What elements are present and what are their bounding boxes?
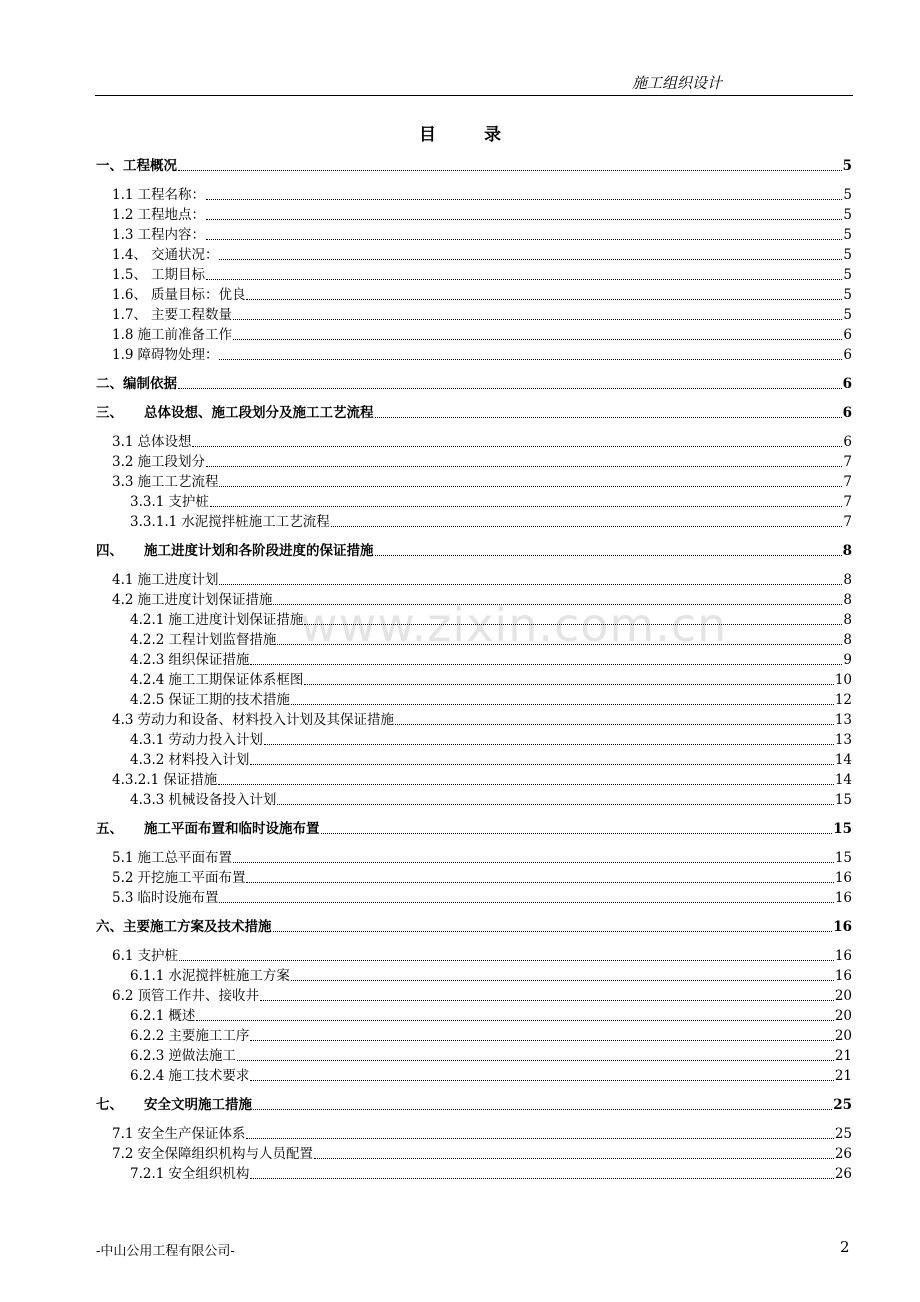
toc-entry-page: 5 bbox=[843, 247, 852, 263]
toc-entry-title: 主要施工工序 bbox=[168, 1028, 250, 1044]
toc-dot-leader bbox=[375, 417, 842, 418]
toc-dot-leader bbox=[264, 744, 834, 745]
toc-entry[interactable] bbox=[112, 346, 852, 364]
toc-entry-number: 7.2.1 bbox=[130, 1166, 165, 1182]
toc-dot-leader bbox=[196, 1020, 833, 1021]
toc-entry-page: 26 bbox=[834, 1146, 852, 1162]
toc-entry[interactable] bbox=[130, 631, 852, 649]
toc-entry-title: 质量目标：优良 bbox=[150, 287, 246, 303]
toc-entry[interactable] bbox=[130, 731, 852, 749]
toc-entry-title: 工程名称： bbox=[137, 187, 205, 203]
toc-dot-leader bbox=[219, 584, 842, 585]
toc-entry-page: 5 bbox=[843, 287, 852, 303]
toc-entry-number: 五、 bbox=[96, 821, 123, 837]
toc-entry-title: 劳动力和设备、材料投入计划及其保证措施 bbox=[137, 712, 394, 728]
toc-entry-number: 1.7、 bbox=[112, 307, 147, 323]
toc-entry-page: 6 bbox=[843, 347, 852, 363]
toc-dot-leader bbox=[219, 902, 833, 903]
toc-entry-number: 6.2.4 bbox=[130, 1068, 165, 1084]
toc-dot-leader bbox=[277, 644, 842, 645]
toc-entry-title: 安全组织机构 bbox=[168, 1166, 250, 1182]
toc-dot-leader bbox=[291, 704, 834, 705]
toc-entry-number: 5.3 bbox=[112, 890, 134, 906]
toc-entry-page: 20 bbox=[834, 1028, 852, 1044]
toc-entry-title: 支护桩 bbox=[168, 494, 209, 510]
toc-dot-leader bbox=[179, 960, 834, 961]
toc-entry[interactable] bbox=[130, 1047, 852, 1065]
toc-entry[interactable] bbox=[96, 157, 852, 175]
toc-entry[interactable] bbox=[130, 671, 852, 689]
toc-entry-number: 4.2 bbox=[112, 592, 134, 608]
toc-entry-title: 开挖施工平面布置 bbox=[137, 870, 246, 886]
toc-dot-leader bbox=[273, 604, 842, 605]
toc-entry[interactable] bbox=[112, 206, 852, 224]
toc-entry-number: 1.9 bbox=[112, 347, 134, 363]
footer-company: -中山公用工程有限公司- bbox=[96, 1244, 235, 1259]
toc-entry[interactable] bbox=[112, 889, 852, 907]
toc-entry[interactable] bbox=[130, 1007, 852, 1025]
toc-entry[interactable] bbox=[112, 186, 852, 204]
toc-entry-number: 6.2.3 bbox=[130, 1048, 165, 1064]
toc-dot-leader bbox=[250, 764, 833, 765]
toc-entry-number: 3.3.1.1 bbox=[130, 514, 178, 530]
toc-entry-page: 16 bbox=[834, 948, 852, 964]
toc-entry-title: 施工工期保证体系框图 bbox=[168, 672, 304, 688]
toc-entry-page: 15 bbox=[834, 850, 852, 866]
toc-entry[interactable] bbox=[96, 1096, 852, 1114]
toc-entry-page: 16 bbox=[834, 870, 852, 886]
toc-entry[interactable] bbox=[112, 433, 852, 451]
toc-entry-number: 4.2.1 bbox=[130, 612, 165, 628]
toc-entry-page: 5 bbox=[842, 158, 852, 174]
toc-dot-leader bbox=[219, 486, 842, 487]
toc-dot-leader bbox=[304, 684, 833, 685]
toc-entry-number: 5.1 bbox=[112, 850, 134, 866]
toc-entry[interactable] bbox=[130, 1027, 852, 1045]
toc-entry-number: 5.2 bbox=[112, 870, 134, 886]
toc-entry-title: 工期目标 bbox=[150, 267, 205, 283]
toc-entry-number: 1.1 bbox=[112, 187, 134, 203]
toc-entry-page: 8 bbox=[843, 592, 852, 608]
toc-entry-number: 1.4、 bbox=[112, 247, 147, 263]
toc-entry-page: 15 bbox=[834, 792, 852, 808]
toc-entry[interactable] bbox=[112, 246, 852, 264]
toc-entry-number: 1.5、 bbox=[112, 267, 147, 283]
toc-entry-number: 4.3.2 bbox=[130, 752, 165, 768]
toc-entry-page: 25 bbox=[833, 1097, 852, 1113]
toc-entry[interactable] bbox=[112, 591, 852, 609]
toc-entry-number: 1.2 bbox=[112, 207, 134, 223]
toc-entry-number: 6.2.1 bbox=[130, 1008, 165, 1024]
toc-entry[interactable] bbox=[112, 711, 852, 729]
toc-entry-title: 交通状况： bbox=[150, 247, 219, 263]
toc-entry-page: 13 bbox=[834, 732, 852, 748]
toc-entry-title: 施工平面布置和临时设施布置 bbox=[144, 821, 320, 837]
toc-dot-leader bbox=[233, 319, 842, 320]
toc-entry[interactable] bbox=[112, 306, 852, 324]
toc-entry-title: 工程地点： bbox=[137, 207, 205, 223]
toc-entry-number: 1.3 bbox=[112, 227, 134, 243]
toc-entry-number: 3.2 bbox=[112, 454, 134, 470]
toc-entry-title: 施工工艺流程 bbox=[137, 474, 219, 490]
toc-entry[interactable] bbox=[112, 771, 852, 789]
toc-entry[interactable] bbox=[130, 513, 852, 531]
toc-entry-number: 3.1 bbox=[112, 434, 134, 450]
toc-entry-page: 5 bbox=[843, 267, 852, 283]
toc-entry[interactable] bbox=[96, 404, 852, 422]
toc-entry-number: 1.8 bbox=[112, 327, 134, 343]
toc-entry-title: 障碍物处理： bbox=[137, 347, 219, 363]
toc-entry[interactable] bbox=[112, 1125, 852, 1143]
toc-entry[interactable] bbox=[96, 375, 852, 393]
toc-entry-title: 劳动力投入计划 bbox=[168, 732, 263, 748]
toc-dot-leader bbox=[206, 219, 842, 220]
toc-dot-leader bbox=[321, 833, 833, 834]
toc-entry[interactable] bbox=[96, 820, 852, 838]
toc-entry-page: 8 bbox=[843, 632, 852, 648]
toc-entry-title: 保证措施 bbox=[163, 772, 218, 788]
toc-entry-number: 4.3.2.1 bbox=[112, 772, 160, 788]
toc-entry-number: 6.1 bbox=[112, 948, 134, 964]
toc-entry-page: 7 bbox=[843, 514, 852, 530]
toc-dot-leader bbox=[206, 199, 842, 200]
toc-entry-title: 组织保证措施 bbox=[168, 652, 250, 668]
toc-dot-leader bbox=[206, 279, 842, 280]
toc-dot-leader bbox=[253, 1109, 832, 1110]
toc-entry[interactable] bbox=[112, 849, 852, 867]
toc-entry-page: 20 bbox=[834, 988, 852, 1004]
toc-entry-title: 总体设想、施工段划分及施工工艺流程 bbox=[144, 405, 374, 421]
toc-entry[interactable] bbox=[112, 1145, 852, 1163]
toc-entry-number: 4.3 bbox=[112, 712, 134, 728]
toc-dot-leader bbox=[273, 931, 833, 932]
toc-entry[interactable] bbox=[112, 226, 852, 244]
toc-dot-leader bbox=[260, 1000, 834, 1001]
footer-page-number: 2 bbox=[840, 1238, 850, 1256]
toc-entry-page: 7 bbox=[843, 494, 852, 510]
toc-entry-number: 4.2.2 bbox=[130, 632, 165, 648]
toc-entry-number: 4.2.4 bbox=[130, 672, 165, 688]
toc-dot-leader bbox=[219, 359, 842, 360]
toc-entry-number: 4.2.5 bbox=[130, 692, 165, 708]
toc-entry-title: 主要施工方案及技术措施 bbox=[123, 919, 272, 935]
toc-entry-number: 3.3.1 bbox=[130, 494, 165, 510]
toc-entry[interactable] bbox=[130, 691, 852, 709]
toc-entry-number: 一、 bbox=[96, 158, 123, 174]
toc-entry-title: 施工段划分 bbox=[137, 454, 205, 470]
toc-entry-title: 施工进度计划保证措施 bbox=[168, 612, 304, 628]
toc-entry-page: 26 bbox=[834, 1166, 852, 1182]
toc-entry-number: 4.1 bbox=[112, 572, 134, 588]
toc-dot-leader bbox=[218, 784, 834, 785]
toc-entry[interactable] bbox=[112, 453, 852, 471]
toc-entry[interactable] bbox=[130, 493, 852, 511]
toc-entry-title: 工程计划监督措施 bbox=[168, 632, 277, 648]
toc-entry[interactable] bbox=[96, 542, 852, 560]
toc-entry-title: 水泥搅拌桩施工工艺流程 bbox=[181, 514, 330, 530]
toc-entry-page: 12 bbox=[834, 692, 852, 708]
toc-entry-title: 施工进度计划保证措施 bbox=[137, 592, 273, 608]
toc-dot-leader bbox=[246, 1138, 833, 1139]
toc-entry-title: 编制依据 bbox=[123, 376, 177, 392]
toc-entry-title: 工程内容： bbox=[137, 227, 205, 243]
toc-entry-page: 5 bbox=[843, 227, 852, 243]
toc-entry[interactable] bbox=[130, 751, 852, 769]
toc-entry-title: 工程概况 bbox=[123, 158, 177, 174]
toc-entry-page: 13 bbox=[834, 712, 852, 728]
toc-entry-number: 6.2 bbox=[112, 988, 134, 1004]
toc-entry-page: 8 bbox=[842, 543, 852, 559]
toc-entry-page: 7 bbox=[843, 474, 852, 490]
toc-dot-leader bbox=[250, 664, 842, 665]
toc-entry-page: 16 bbox=[833, 919, 852, 935]
toc-entry-title: 施工总平面布置 bbox=[137, 850, 232, 866]
toc-entry-page: 5 bbox=[843, 207, 852, 223]
toc-entry[interactable] bbox=[112, 869, 852, 887]
toc-dot-leader bbox=[233, 339, 842, 340]
toc-entry-title: 材料投入计划 bbox=[168, 752, 250, 768]
toc-entry-number: 4.3.1 bbox=[130, 732, 165, 748]
toc-dot-leader bbox=[206, 466, 842, 467]
toc-entry[interactable] bbox=[130, 1067, 852, 1085]
toc-dot-leader bbox=[210, 506, 843, 507]
toc-dot-leader bbox=[250, 1178, 833, 1179]
toc-entry-page: 8 bbox=[843, 572, 852, 588]
toc-dot-leader bbox=[314, 1158, 834, 1159]
toc-entry-page: 6 bbox=[843, 327, 852, 343]
toc-entry[interactable] bbox=[130, 611, 852, 629]
toc-dot-leader bbox=[178, 388, 842, 389]
toc-entry[interactable] bbox=[112, 473, 852, 491]
toc-dot-leader bbox=[395, 724, 834, 725]
toc-entry-title: 概述 bbox=[168, 1008, 196, 1024]
toc-entry[interactable] bbox=[96, 918, 852, 936]
toc-entry[interactable] bbox=[112, 326, 852, 344]
toc-entry-page: 6 bbox=[843, 434, 852, 450]
toc-dot-leader bbox=[246, 882, 833, 883]
toc-entry-page: 21 bbox=[834, 1048, 852, 1064]
toc-entry-page: 6 bbox=[842, 405, 852, 421]
toc-entry-number: 六、 bbox=[96, 919, 123, 935]
toc-entry-page: 21 bbox=[834, 1068, 852, 1084]
toc-entry-title: 施工进度计划和各阶段进度的保证措施 bbox=[144, 543, 374, 559]
toc-dot-leader bbox=[246, 299, 842, 300]
toc-entry-number: 7.2 bbox=[112, 1146, 134, 1162]
toc-dot-leader bbox=[304, 624, 842, 625]
toc-dot-leader bbox=[277, 804, 833, 805]
toc-entry-number: 6.1.1 bbox=[130, 968, 165, 984]
toc-entry-page: 16 bbox=[834, 968, 852, 984]
toc-entry-title: 主要工程数量 bbox=[150, 307, 232, 323]
toc-entry[interactable] bbox=[112, 947, 852, 965]
toc-entry[interactable] bbox=[130, 791, 852, 809]
toc-entry-title: 安全生产保证体系 bbox=[137, 1126, 246, 1142]
toc-heading: 目录 bbox=[419, 125, 549, 145]
toc-dot-leader bbox=[250, 1040, 833, 1041]
toc-entry-number: 1.6、 bbox=[112, 287, 147, 303]
toc-dot-leader bbox=[206, 239, 842, 240]
toc-entry[interactable] bbox=[130, 967, 852, 985]
toc-dot-leader bbox=[178, 170, 842, 171]
toc-entry-page: 16 bbox=[834, 890, 852, 906]
toc-dot-leader bbox=[219, 259, 842, 260]
toc-entry-number: 二、 bbox=[96, 376, 123, 392]
toc-entry-page: 6 bbox=[842, 376, 852, 392]
toc-dot-leader bbox=[192, 446, 842, 447]
toc-dot-leader bbox=[233, 862, 834, 863]
toc-entry-title: 保证工期的技术措施 bbox=[168, 692, 290, 708]
toc-entry-page: 14 bbox=[834, 752, 852, 768]
toc-entry[interactable] bbox=[112, 286, 852, 304]
toc-entry-number: 3.3 bbox=[112, 474, 134, 490]
toc-entry-title: 安全保障组织机构与人员配置 bbox=[137, 1146, 313, 1162]
toc-entry-title: 施工技术要求 bbox=[168, 1068, 250, 1084]
toc-entry-title: 支护桩 bbox=[137, 948, 178, 964]
toc-entry-title: 水泥搅拌桩施工方案 bbox=[168, 968, 290, 984]
toc-dot-leader bbox=[237, 1060, 834, 1061]
toc-entry-title: 施工进度计划 bbox=[137, 572, 219, 588]
toc-entry-page: 14 bbox=[834, 772, 852, 788]
toc-dot-leader bbox=[250, 1080, 833, 1081]
toc-entry-page: 10 bbox=[834, 672, 852, 688]
toc-entry-number: 三、 bbox=[96, 405, 123, 421]
header-title: 施工组织设计 bbox=[632, 74, 723, 92]
watermark: www.zixin.com.cn bbox=[300, 598, 728, 652]
toc-entry-number: 4.2.3 bbox=[130, 652, 165, 668]
toc-entry[interactable] bbox=[112, 266, 852, 284]
toc-entry-page: 15 bbox=[833, 821, 852, 837]
toc-entry-page: 7 bbox=[843, 454, 852, 470]
toc-entry-number: 7.1 bbox=[112, 1126, 134, 1142]
toc-entry[interactable] bbox=[130, 1165, 852, 1183]
toc-entry[interactable] bbox=[112, 987, 852, 1005]
toc-entry-page: 9 bbox=[843, 652, 852, 668]
toc-entry-title: 临时设施布置 bbox=[137, 890, 219, 906]
toc-entry[interactable] bbox=[130, 651, 852, 669]
toc-entry-number: 4.3.3 bbox=[130, 792, 165, 808]
toc-entry-title: 机械设备投入计划 bbox=[168, 792, 277, 808]
toc-dot-leader bbox=[331, 526, 843, 527]
toc-entry-title: 施工前准备工作 bbox=[137, 327, 232, 343]
toc-entry[interactable] bbox=[112, 571, 852, 589]
toc-dot-leader bbox=[291, 980, 834, 981]
toc-entry-page: 5 bbox=[843, 187, 852, 203]
toc-entry-title: 安全文明施工措施 bbox=[144, 1097, 252, 1113]
toc-dot-leader bbox=[375, 555, 842, 556]
toc-entry-number: 6.2.2 bbox=[130, 1028, 165, 1044]
toc-entry-page: 20 bbox=[834, 1008, 852, 1024]
toc-entry-title: 逆做法施工 bbox=[168, 1048, 236, 1064]
toc-entry-page: 25 bbox=[834, 1126, 852, 1142]
toc-entry-title: 总体设想 bbox=[137, 434, 192, 450]
toc-entry-title: 顶管工作井、接收井 bbox=[137, 988, 259, 1004]
toc-entry-number: 四、 bbox=[96, 543, 123, 559]
toc-entry-page: 5 bbox=[843, 307, 852, 323]
toc-entry-number: 七、 bbox=[96, 1097, 123, 1113]
toc-entry-page: 8 bbox=[843, 612, 852, 628]
